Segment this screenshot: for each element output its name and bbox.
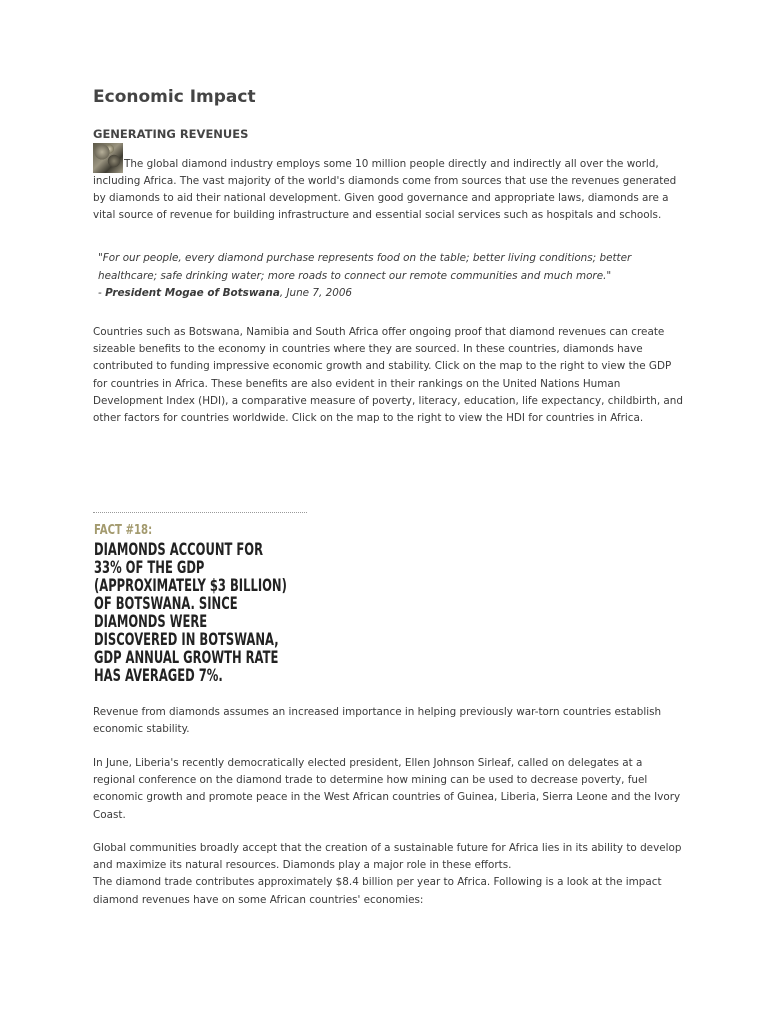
benefits-paragraph: Countries such as Botswana, Namibia and South Africa offer ongoing proof that diamond revenues can create sizeable benefits to the economy in countries where they are sourced. In these countries, diamonds have contributed to funding impressive economic growth and stability. Click on the map to the right to view the GDP for countries in Africa. These benefits are also evident in their rankings on the United Nations Human Development Index (HDI), a comparative measure of poverty, literacy, education, life expectancy, childbirth, and other factors for countries worldwide. Click on the map to the right to view the HDI for countries in Africa. bbox=[93, 326, 683, 425]
intro-paragraph-text: The global diamond industry employs some 10 million people directly and indirectly all over the world, including Africa. The vast majority of the world's diamonds come from sources that use the revenues generated by diamonds to aid their national development. Given good governance and appropriate laws, diamonds are a vital source of revenue for building infrastructure and essential social services such as hospitals and schools. bbox=[93, 157, 677, 222]
president-quote bbox=[98, 250, 688, 303]
quote-text: "For our people, every diamond purchase represents food on the table; better living conditions; better healthcare; safe drinking water; more roads to connect our remote communities and much more." bbox=[98, 252, 632, 282]
fact-line: OF BOTSWANA. SINCE bbox=[94, 594, 238, 613]
quote-dash: - bbox=[98, 287, 106, 299]
fact-line: GDP ANNUAL GROWTH RATE bbox=[94, 648, 279, 667]
diamond-thumbnail-image bbox=[93, 143, 123, 173]
fact-line: DISCOVERED IN BOTSWANA, bbox=[94, 630, 279, 649]
fact-line: 33% OF THE GDP bbox=[94, 558, 205, 577]
fact-label: FACT #18: bbox=[94, 523, 153, 538]
page-title: Economic Impact bbox=[93, 87, 256, 107]
intro-paragraph bbox=[93, 143, 683, 225]
liberia-paragraph: In June, Liberia's recently democratically elected president, Ellen Johnson Sirleaf, called on delegates at a regional conference on the diamond trade to determine how mining can be used to decrease poverty, fuel economic growth and promote peace in the West African countries of Guinea, Liberia, Sierra Leone and the Ivory Coast. bbox=[93, 757, 681, 821]
fact-line: (APPROXIMATELY $3 BILLION) bbox=[94, 576, 287, 595]
sustainable-future-paragraph bbox=[93, 840, 683, 909]
diamond-trade-text: The diamond trade contributes approximately $8.4 billion per year to Africa. Following is a look at the impact diamond revenues have on some African countries' economies: bbox=[93, 876, 662, 906]
section-heading: GENERATING REVENUES bbox=[93, 127, 249, 141]
fact-text bbox=[94, 541, 311, 685]
quote-date: , June 7, 2006 bbox=[279, 287, 353, 299]
fact-line: DIAMONDS WERE bbox=[94, 612, 208, 631]
fact-line: HAS AVERAGED 7%. bbox=[94, 666, 223, 685]
stability-paragraph: Revenue from diamonds assumes an increased importance in helping previously war-torn countries establish economic stability. bbox=[93, 706, 662, 736]
sustainable-future-text: Global communities broadly accept that the creation of a sustainable future for Africa lies in its ability to develop and maximize its natural resources. Diamonds play a major role in these efforts. bbox=[93, 842, 682, 872]
fact-divider bbox=[93, 512, 307, 513]
fact-line: DIAMONDS ACCOUNT FOR bbox=[94, 540, 263, 559]
quote-attribution: President Mogae of Botswana bbox=[105, 287, 280, 299]
